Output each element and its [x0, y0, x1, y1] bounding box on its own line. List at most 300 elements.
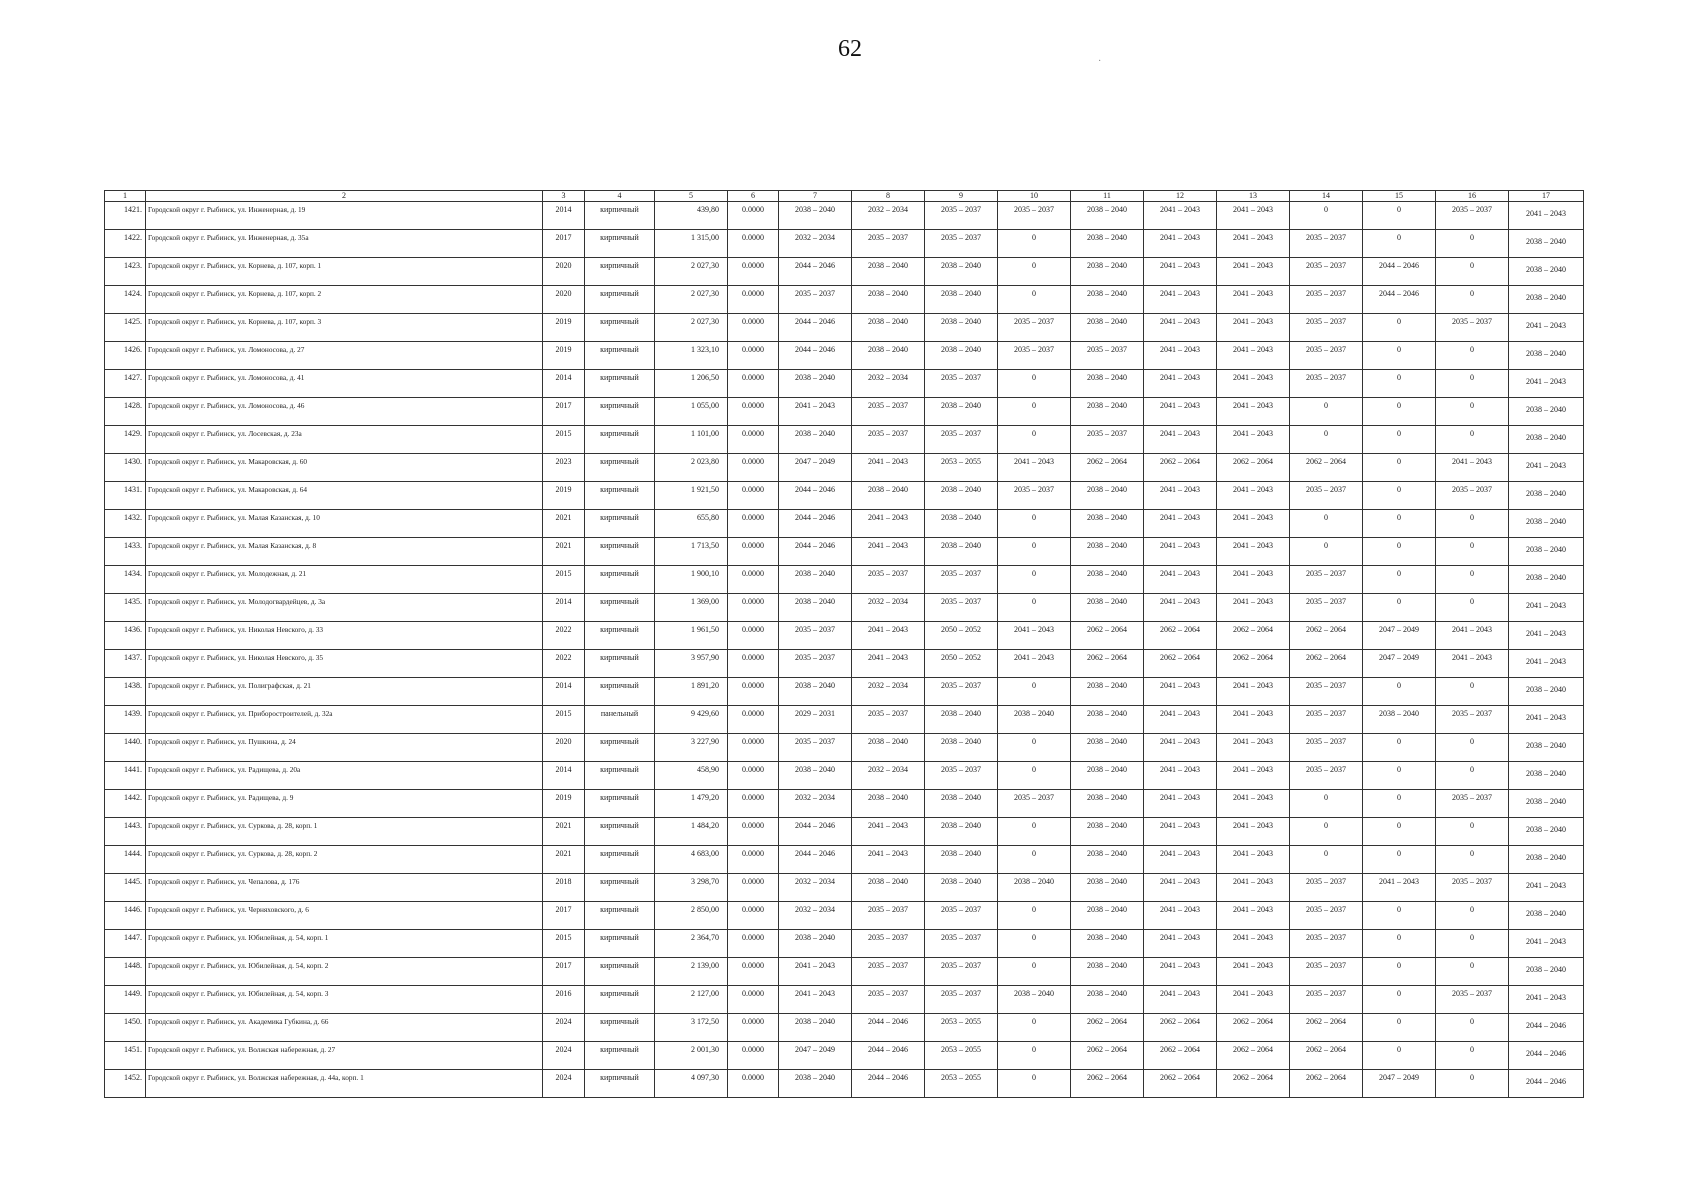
cell-col-9: 2038 – 2040	[925, 818, 998, 846]
cell-col-13: 2041 – 2043	[1217, 902, 1290, 930]
cell-col-13: 2041 – 2043	[1217, 230, 1290, 258]
cell-col-2: Городской округ г. Рыбинск, ул. Малая Казанская, д. 8	[146, 538, 543, 566]
cell-col-6: 0.0000	[728, 650, 779, 678]
cell-col-16: 2041 – 2043	[1436, 650, 1509, 678]
cell-col-3: 2015	[543, 426, 585, 454]
cell-col-17: 2038 – 2040	[1509, 286, 1584, 314]
cell-col-1: 1432.	[105, 510, 146, 538]
cell-col-11: 2062 – 2064	[1071, 650, 1144, 678]
cell-col-12: 2041 – 2043	[1144, 286, 1217, 314]
cell-col-1: 1440.	[105, 734, 146, 762]
cell-col-15: 0	[1363, 370, 1436, 398]
cell-col-9: 2053 – 2055	[925, 1042, 998, 1070]
cell-col-7: 2038 – 2040	[779, 594, 852, 622]
cell-col-11: 2062 – 2064	[1071, 1042, 1144, 1070]
cell-col-7: 2041 – 2043	[779, 958, 852, 986]
cell-col-13: 2041 – 2043	[1217, 818, 1290, 846]
cell-col-5: 1 055,00	[655, 398, 728, 426]
cell-col-3: 2021	[543, 818, 585, 846]
cell-col-14: 2035 – 2037	[1290, 958, 1363, 986]
cell-col-13: 2041 – 2043	[1217, 930, 1290, 958]
cell-col-10: 2038 – 2040	[998, 706, 1071, 734]
column-header-3: 3	[543, 191, 585, 202]
cell-col-15: 0	[1363, 734, 1436, 762]
cell-col-2: Городской округ г. Рыбинск, ул. Юбилейная, д. 54, корп. 3	[146, 986, 543, 1014]
cell-col-16: 0	[1436, 1070, 1509, 1098]
cell-col-12: 2041 – 2043	[1144, 538, 1217, 566]
cell-col-4: кирпичный	[585, 482, 655, 510]
cell-col-3: 2020	[543, 258, 585, 286]
cell-col-12: 2041 – 2043	[1144, 958, 1217, 986]
cell-col-5: 2 023,80	[655, 454, 728, 482]
cell-col-7: 2035 – 2037	[779, 622, 852, 650]
cell-col-15: 0	[1363, 482, 1436, 510]
cell-col-13: 2041 – 2043	[1217, 678, 1290, 706]
cell-col-6: 0.0000	[728, 930, 779, 958]
cell-col-5: 2 850,00	[655, 902, 728, 930]
cell-col-6: 0.0000	[728, 958, 779, 986]
cell-col-5: 2 127,00	[655, 986, 728, 1014]
cell-col-12: 2041 – 2043	[1144, 930, 1217, 958]
table-row	[105, 566, 1584, 594]
cell-col-11: 2038 – 2040	[1071, 566, 1144, 594]
cell-col-6: 0.0000	[728, 398, 779, 426]
cell-col-8: 2032 – 2034	[852, 370, 925, 398]
cell-col-8: 2035 – 2037	[852, 986, 925, 1014]
cell-col-2: Городской округ г. Рыбинск, ул. Лосевская, д. 23а	[146, 426, 543, 454]
cell-col-16: 0	[1436, 370, 1509, 398]
cell-col-2: Городской округ г. Рыбинск, ул. Пушкина, д. 24	[146, 734, 543, 762]
column-header-7: 7	[779, 191, 852, 202]
cell-col-6: 0.0000	[728, 762, 779, 790]
cell-col-9: 2038 – 2040	[925, 874, 998, 902]
cell-col-10: 0	[998, 930, 1071, 958]
cell-col-9: 2050 – 2052	[925, 622, 998, 650]
cell-col-16: 0	[1436, 1014, 1509, 1042]
table-row	[105, 230, 1584, 258]
cell-col-14: 2062 – 2064	[1290, 1070, 1363, 1098]
cell-col-15: 0	[1363, 202, 1436, 230]
cell-col-3: 2021	[543, 510, 585, 538]
cell-col-2: Городской округ г. Рыбинск, ул. Инженерная, д. 35а	[146, 230, 543, 258]
cell-col-17: 2044 – 2046	[1509, 1042, 1584, 1070]
cell-col-5: 9 429,60	[655, 706, 728, 734]
cell-col-14: 0	[1290, 426, 1363, 454]
cell-col-3: 2024	[543, 1070, 585, 1098]
cell-col-2: Городской округ г. Рыбинск, ул. Волжская набережная, д. 27	[146, 1042, 543, 1070]
cell-col-5: 4 683,00	[655, 846, 728, 874]
cell-col-14: 2035 – 2037	[1290, 874, 1363, 902]
cell-col-2: Городской округ г. Рыбинск, ул. Молодежная, д. 21	[146, 566, 543, 594]
cell-col-2: Городской округ г. Рыбинск, ул. Макаровская, д. 64	[146, 482, 543, 510]
cell-col-1: 1450.	[105, 1014, 146, 1042]
cell-col-14: 2062 – 2064	[1290, 1042, 1363, 1070]
cell-col-4: кирпичный	[585, 258, 655, 286]
cell-col-11: 2038 – 2040	[1071, 762, 1144, 790]
cell-col-17: 2041 – 2043	[1509, 370, 1584, 398]
cell-col-10: 0	[998, 1070, 1071, 1098]
cell-col-8: 2038 – 2040	[852, 482, 925, 510]
cell-col-11: 2038 – 2040	[1071, 734, 1144, 762]
cell-col-1: 1438.	[105, 678, 146, 706]
cell-col-1: 1448.	[105, 958, 146, 986]
cell-col-4: кирпичный	[585, 678, 655, 706]
cell-col-10: 2038 – 2040	[998, 986, 1071, 1014]
cell-col-12: 2041 – 2043	[1144, 426, 1217, 454]
cell-col-5: 439,80	[655, 202, 728, 230]
cell-col-2: Городской округ г. Рыбинск, ул. Ломоносова, д. 46	[146, 398, 543, 426]
cell-col-15: 0	[1363, 594, 1436, 622]
cell-col-5: 2 027,30	[655, 286, 728, 314]
cell-col-5: 3 298,70	[655, 874, 728, 902]
cell-col-11: 2038 – 2040	[1071, 874, 1144, 902]
cell-col-1: 1434.	[105, 566, 146, 594]
cell-col-15: 0	[1363, 1014, 1436, 1042]
cell-col-13: 2062 – 2064	[1217, 622, 1290, 650]
cell-col-3: 2017	[543, 958, 585, 986]
cell-col-10: 0	[998, 678, 1071, 706]
cell-col-17: 2038 – 2040	[1509, 734, 1584, 762]
cell-col-7: 2038 – 2040	[779, 566, 852, 594]
table-row	[105, 790, 1584, 818]
cell-col-15: 0	[1363, 314, 1436, 342]
cell-col-9: 2038 – 2040	[925, 398, 998, 426]
cell-col-4: кирпичный	[585, 902, 655, 930]
table-row	[105, 510, 1584, 538]
table-row	[105, 594, 1584, 622]
cell-col-16: 0	[1436, 342, 1509, 370]
cell-col-3: 2020	[543, 286, 585, 314]
cell-col-11: 2038 – 2040	[1071, 482, 1144, 510]
cell-col-2: Городской округ г. Рыбинск, ул. Инженерная, д. 19	[146, 202, 543, 230]
column-header-15: 15	[1363, 191, 1436, 202]
cell-col-4: кирпичный	[585, 1014, 655, 1042]
cell-col-11: 2038 – 2040	[1071, 286, 1144, 314]
cell-col-2: Городской округ г. Рыбинск, ул. Суркова, д. 28, корп. 2	[146, 846, 543, 874]
cell-col-16: 0	[1436, 230, 1509, 258]
cell-col-1: 1425.	[105, 314, 146, 342]
cell-col-10: 0	[998, 370, 1071, 398]
cell-col-14: 2035 – 2037	[1290, 902, 1363, 930]
cell-col-17: 2038 – 2040	[1509, 510, 1584, 538]
cell-col-4: кирпичный	[585, 566, 655, 594]
cell-col-13: 2062 – 2064	[1217, 454, 1290, 482]
cell-col-9: 2035 – 2037	[925, 426, 998, 454]
cell-col-4: кирпичный	[585, 230, 655, 258]
cell-col-2: Городской округ г. Рыбинск, ул. Черняховского, д. 6	[146, 902, 543, 930]
cell-col-3: 2014	[543, 370, 585, 398]
cell-col-12: 2062 – 2064	[1144, 1070, 1217, 1098]
cell-col-3: 2024	[543, 1014, 585, 1042]
cell-col-4: панельный	[585, 706, 655, 734]
cell-col-12: 2041 – 2043	[1144, 202, 1217, 230]
cell-col-10: 0	[998, 958, 1071, 986]
header-row	[105, 191, 1584, 202]
cell-col-2: Городской округ г. Рыбинск, ул. Молодогвардейцев, д. 3а	[146, 594, 543, 622]
cell-col-7: 2044 – 2046	[779, 818, 852, 846]
cell-col-11: 2035 – 2037	[1071, 426, 1144, 454]
cell-col-2: Городской округ г. Рыбинск, ул. Радищева, д. 20а	[146, 762, 543, 790]
cell-col-1: 1445.	[105, 874, 146, 902]
cell-col-15: 0	[1363, 230, 1436, 258]
cell-col-5: 1 921,50	[655, 482, 728, 510]
cell-col-4: кирпичный	[585, 426, 655, 454]
cell-col-13: 2041 – 2043	[1217, 762, 1290, 790]
cell-col-16: 2035 – 2037	[1436, 202, 1509, 230]
cell-col-11: 2062 – 2064	[1071, 1070, 1144, 1098]
cell-col-2: Городской округ г. Рыбинск, ул. Радищева, д. 9	[146, 790, 543, 818]
cell-col-7: 2038 – 2040	[779, 930, 852, 958]
cell-col-4: кирпичный	[585, 1070, 655, 1098]
cell-col-4: кирпичный	[585, 762, 655, 790]
cell-col-16: 0	[1436, 538, 1509, 566]
table-row	[105, 818, 1584, 846]
cell-col-6: 0.0000	[728, 426, 779, 454]
cell-col-11: 2038 – 2040	[1071, 678, 1144, 706]
cell-col-15: 0	[1363, 930, 1436, 958]
cell-col-17: 2041 – 2043	[1509, 650, 1584, 678]
cell-col-12: 2041 – 2043	[1144, 902, 1217, 930]
cell-col-16: 0	[1436, 678, 1509, 706]
cell-col-12: 2062 – 2064	[1144, 622, 1217, 650]
cell-col-8: 2032 – 2034	[852, 678, 925, 706]
cell-col-12: 2041 – 2043	[1144, 594, 1217, 622]
cell-col-14: 2035 – 2037	[1290, 342, 1363, 370]
cell-col-8: 2038 – 2040	[852, 258, 925, 286]
cell-col-11: 2038 – 2040	[1071, 510, 1144, 538]
cell-col-3: 2015	[543, 706, 585, 734]
cell-col-7: 2035 – 2037	[779, 286, 852, 314]
table-row	[105, 930, 1584, 958]
cell-col-3: 2022	[543, 622, 585, 650]
cell-col-14: 2035 – 2037	[1290, 370, 1363, 398]
cell-col-12: 2041 – 2043	[1144, 566, 1217, 594]
cell-col-14: 0	[1290, 790, 1363, 818]
cell-col-5: 1 206,50	[655, 370, 728, 398]
cell-col-8: 2038 – 2040	[852, 314, 925, 342]
cell-col-14: 2035 – 2037	[1290, 594, 1363, 622]
cell-col-17: 2041 – 2043	[1509, 622, 1584, 650]
cell-col-8: 2044 – 2046	[852, 1014, 925, 1042]
cell-col-13: 2062 – 2064	[1217, 1070, 1290, 1098]
cell-col-16: 0	[1436, 426, 1509, 454]
cell-col-2: Городской округ г. Рыбинск, ул. Юбилейная, д. 54, корп. 2	[146, 958, 543, 986]
cell-col-1: 1439.	[105, 706, 146, 734]
cell-col-13: 2041 – 2043	[1217, 258, 1290, 286]
cell-col-6: 0.0000	[728, 594, 779, 622]
cell-col-9: 2038 – 2040	[925, 482, 998, 510]
cell-col-1: 1444.	[105, 846, 146, 874]
cell-col-10: 0	[998, 538, 1071, 566]
cell-col-6: 0.0000	[728, 1042, 779, 1070]
column-header-9: 9	[925, 191, 998, 202]
cell-col-11: 2038 – 2040	[1071, 790, 1144, 818]
cell-col-16: 2035 – 2037	[1436, 874, 1509, 902]
cell-col-16: 0	[1436, 398, 1509, 426]
cell-col-16: 0	[1436, 566, 1509, 594]
cell-col-5: 3 227,90	[655, 734, 728, 762]
cell-col-12: 2041 – 2043	[1144, 370, 1217, 398]
cell-col-6: 0.0000	[728, 230, 779, 258]
cell-col-17: 2038 – 2040	[1509, 398, 1584, 426]
cell-col-16: 0	[1436, 258, 1509, 286]
cell-col-12: 2041 – 2043	[1144, 314, 1217, 342]
cell-col-15: 0	[1363, 958, 1436, 986]
cell-col-6: 0.0000	[728, 678, 779, 706]
cell-col-7: 2041 – 2043	[779, 986, 852, 1014]
cell-col-14: 0	[1290, 202, 1363, 230]
cell-col-14: 0	[1290, 398, 1363, 426]
cell-col-5: 1 961,50	[655, 622, 728, 650]
cell-col-17: 2038 – 2040	[1509, 482, 1584, 510]
cell-col-9: 2038 – 2040	[925, 790, 998, 818]
cell-col-17: 2038 – 2040	[1509, 762, 1584, 790]
cell-col-6: 0.0000	[728, 510, 779, 538]
cell-col-17: 2041 – 2043	[1509, 314, 1584, 342]
cell-col-6: 0.0000	[728, 622, 779, 650]
cell-col-14: 2035 – 2037	[1290, 314, 1363, 342]
cell-col-10: 2035 – 2037	[998, 202, 1071, 230]
cell-col-17: 2038 – 2040	[1509, 342, 1584, 370]
cell-col-16: 0	[1436, 734, 1509, 762]
cell-col-14: 0	[1290, 510, 1363, 538]
cell-col-8: 2035 – 2037	[852, 398, 925, 426]
cell-col-13: 2041 – 2043	[1217, 482, 1290, 510]
table-row	[105, 734, 1584, 762]
cell-col-10: 2041 – 2043	[998, 650, 1071, 678]
cell-col-13: 2041 – 2043	[1217, 874, 1290, 902]
table-row	[105, 482, 1584, 510]
cell-col-7: 2044 – 2046	[779, 314, 852, 342]
cell-col-11: 2038 – 2040	[1071, 370, 1144, 398]
cell-col-17: 2038 – 2040	[1509, 902, 1584, 930]
cell-col-4: кирпичный	[585, 818, 655, 846]
cell-col-14: 2035 – 2037	[1290, 706, 1363, 734]
cell-col-2: Городской округ г. Рыбинск, ул. Юбилейная, д. 54, корп. 1	[146, 930, 543, 958]
cell-col-14: 2035 – 2037	[1290, 566, 1363, 594]
cell-col-9: 2035 – 2037	[925, 986, 998, 1014]
cell-col-9: 2035 – 2037	[925, 958, 998, 986]
cell-col-11: 2038 – 2040	[1071, 706, 1144, 734]
cell-col-1: 1423.	[105, 258, 146, 286]
cell-col-10: 2035 – 2037	[998, 314, 1071, 342]
column-header-14: 14	[1290, 191, 1363, 202]
cell-col-15: 0	[1363, 566, 1436, 594]
cell-col-15: 0	[1363, 426, 1436, 454]
cell-col-12: 2041 – 2043	[1144, 762, 1217, 790]
cell-col-2: Городской округ г. Рыбинск, ул. Николая Невского, д. 33	[146, 622, 543, 650]
cell-col-4: кирпичный	[585, 874, 655, 902]
cell-col-17: 2038 – 2040	[1509, 678, 1584, 706]
cell-col-8: 2041 – 2043	[852, 818, 925, 846]
cell-col-16: 0	[1436, 930, 1509, 958]
cell-col-1: 1441.	[105, 762, 146, 790]
cell-col-1: 1446.	[105, 902, 146, 930]
cell-col-8: 2035 – 2037	[852, 230, 925, 258]
cell-col-9: 2053 – 2055	[925, 1070, 998, 1098]
table-row	[105, 426, 1584, 454]
cell-col-13: 2041 – 2043	[1217, 538, 1290, 566]
cell-col-17: 2038 – 2040	[1509, 790, 1584, 818]
table-row	[105, 398, 1584, 426]
cell-col-16: 2035 – 2037	[1436, 986, 1509, 1014]
cell-col-11: 2062 – 2064	[1071, 454, 1144, 482]
cell-col-2: Городской округ г. Рыбинск, ул. Малая Казанская, д. 10	[146, 510, 543, 538]
cell-col-15: 0	[1363, 538, 1436, 566]
cell-col-13: 2041 – 2043	[1217, 958, 1290, 986]
cell-col-6: 0.0000	[728, 734, 779, 762]
cell-col-4: кирпичный	[585, 1042, 655, 1070]
cell-col-2: Городской округ г. Рыбинск, ул. Корнева, д. 107, корп. 2	[146, 286, 543, 314]
cell-col-8: 2038 – 2040	[852, 734, 925, 762]
cell-col-13: 2041 – 2043	[1217, 286, 1290, 314]
cell-col-9: 2035 – 2037	[925, 202, 998, 230]
cell-col-10: 0	[998, 426, 1071, 454]
cell-col-12: 2041 – 2043	[1144, 678, 1217, 706]
cell-col-6: 0.0000	[728, 986, 779, 1014]
column-header-1: 1	[105, 191, 146, 202]
cell-col-15: 0	[1363, 1042, 1436, 1070]
cell-col-10: 0	[998, 902, 1071, 930]
column-header-8: 8	[852, 191, 925, 202]
cell-col-5: 1 315,00	[655, 230, 728, 258]
cell-col-1: 1429.	[105, 426, 146, 454]
cell-col-4: кирпичный	[585, 986, 655, 1014]
cell-col-10: 2041 – 2043	[998, 454, 1071, 482]
cell-col-17: 2044 – 2046	[1509, 1014, 1584, 1042]
cell-col-7: 2029 – 2031	[779, 706, 852, 734]
housing-repair-schedule-table	[104, 190, 1584, 1098]
cell-col-1: 1426.	[105, 342, 146, 370]
cell-col-11: 2038 – 2040	[1071, 594, 1144, 622]
cell-col-6: 0.0000	[728, 286, 779, 314]
cell-col-13: 2062 – 2064	[1217, 1042, 1290, 1070]
cell-col-3: 2024	[543, 1042, 585, 1070]
table-row	[105, 622, 1584, 650]
cell-col-2: Городской округ г. Рыбинск, ул. Полиграфская, д. 21	[146, 678, 543, 706]
cell-col-11: 2062 – 2064	[1071, 1014, 1144, 1042]
cell-col-7: 2038 – 2040	[779, 426, 852, 454]
cell-col-4: кирпичный	[585, 958, 655, 986]
cell-col-12: 2041 – 2043	[1144, 342, 1217, 370]
cell-col-11: 2038 – 2040	[1071, 818, 1144, 846]
cell-col-7: 2044 – 2046	[779, 510, 852, 538]
cell-col-2: Городской округ г. Рыбинск, ул. Суркова, д. 28, корп. 1	[146, 818, 543, 846]
cell-col-7: 2041 – 2043	[779, 398, 852, 426]
cell-col-9: 2035 – 2037	[925, 370, 998, 398]
cell-col-12: 2041 – 2043	[1144, 790, 1217, 818]
cell-col-9: 2050 – 2052	[925, 650, 998, 678]
cell-col-8: 2044 – 2046	[852, 1042, 925, 1070]
cell-col-7: 2044 – 2046	[779, 846, 852, 874]
cell-col-6: 0.0000	[728, 1014, 779, 1042]
cell-col-9: 2035 – 2037	[925, 566, 998, 594]
cell-col-11: 2038 – 2040	[1071, 930, 1144, 958]
cell-col-8: 2032 – 2034	[852, 594, 925, 622]
cell-col-8: 2035 – 2037	[852, 706, 925, 734]
cell-col-11: 2038 – 2040	[1071, 846, 1144, 874]
cell-col-9: 2038 – 2040	[925, 706, 998, 734]
column-header-17: 17	[1509, 191, 1584, 202]
cell-col-12: 2041 – 2043	[1144, 258, 1217, 286]
cell-col-5: 1 713,50	[655, 538, 728, 566]
cell-col-16: 0	[1436, 818, 1509, 846]
cell-col-5: 2 139,00	[655, 958, 728, 986]
cell-col-10: 0	[998, 1042, 1071, 1070]
cell-col-13: 2041 – 2043	[1217, 566, 1290, 594]
table-row	[105, 342, 1584, 370]
column-header-10: 10	[998, 191, 1071, 202]
